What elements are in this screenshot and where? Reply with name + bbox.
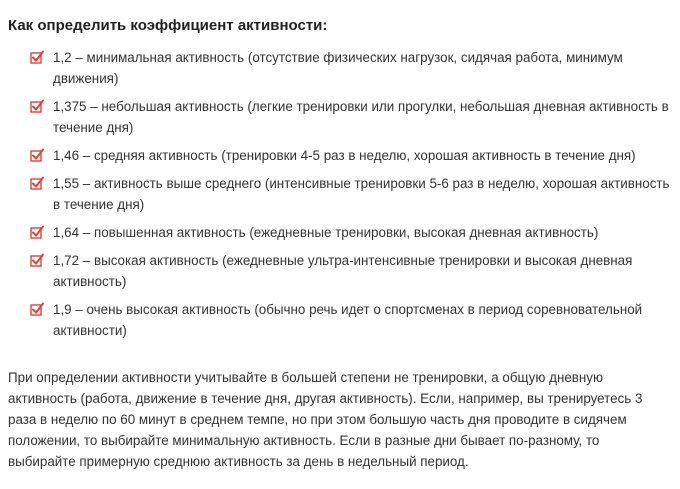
checked-box-icon — [30, 302, 44, 316]
list-item-text: 1,375 – небольшая активность (легкие тренировки или прогулки, небольшая дневная активность в течение дня) — [53, 99, 669, 135]
list-item-text: 1,64 – повышенная активность (ежедневные тренировки, высокая дневная активность) — [53, 225, 599, 240]
list-item — [30, 224, 672, 243]
list-item-text: 1,72 – высокая активность (ежедневные ультра-интенсивные тренировки и высокая дневная активность) — [53, 253, 633, 289]
list-item — [30, 49, 672, 89]
explanation-paragraph: При определении активности учитывайте в большей степени не тренировки, а общую дневную активность (работа, движение в течение дня, другая активность). Если, например, вы тренируетесь 3 раза в неделю по 60 минут в среднем темпе, но при этом большую часть дня проводите в сидячем положении, то выбирайте минимальную активность. Если в разные дни бывает по-разному, то выбирайте примерную среднюю активность за день в недельный период. — [8, 370, 643, 469]
list-item-text: 1,2 – минимальная активность (отсутствие физических нагрузок, сидячая работа, минимум движения) — [53, 50, 623, 86]
section-heading: Как определить коэффициент активности: — [8, 17, 328, 34]
checked-box-icon — [30, 50, 44, 64]
activity-coefficient-list — [8, 49, 672, 341]
list-item-text: 1,46 – средняя активность (тренировки 4-5 раз в неделю, хорошая активность в течение дня) — [53, 148, 636, 163]
checked-box-icon — [30, 148, 44, 162]
checked-box-icon — [30, 99, 44, 113]
list-item — [30, 98, 672, 138]
list-item — [30, 252, 672, 292]
checked-box-icon — [30, 253, 44, 267]
list-item — [30, 147, 672, 166]
checked-box-icon — [30, 225, 44, 239]
list-item — [30, 301, 672, 341]
list-item — [30, 175, 672, 215]
list-item-text: 1,9 – очень высокая активность (обычно речь идет о спортсменах в период соревновательной активности) — [53, 302, 643, 338]
checked-box-icon — [30, 176, 44, 190]
list-item-text: 1,55 – активность выше среднего (интенсивные тренировки 5-6 раз в неделю, хорошая активность в течение дня) — [53, 176, 670, 212]
